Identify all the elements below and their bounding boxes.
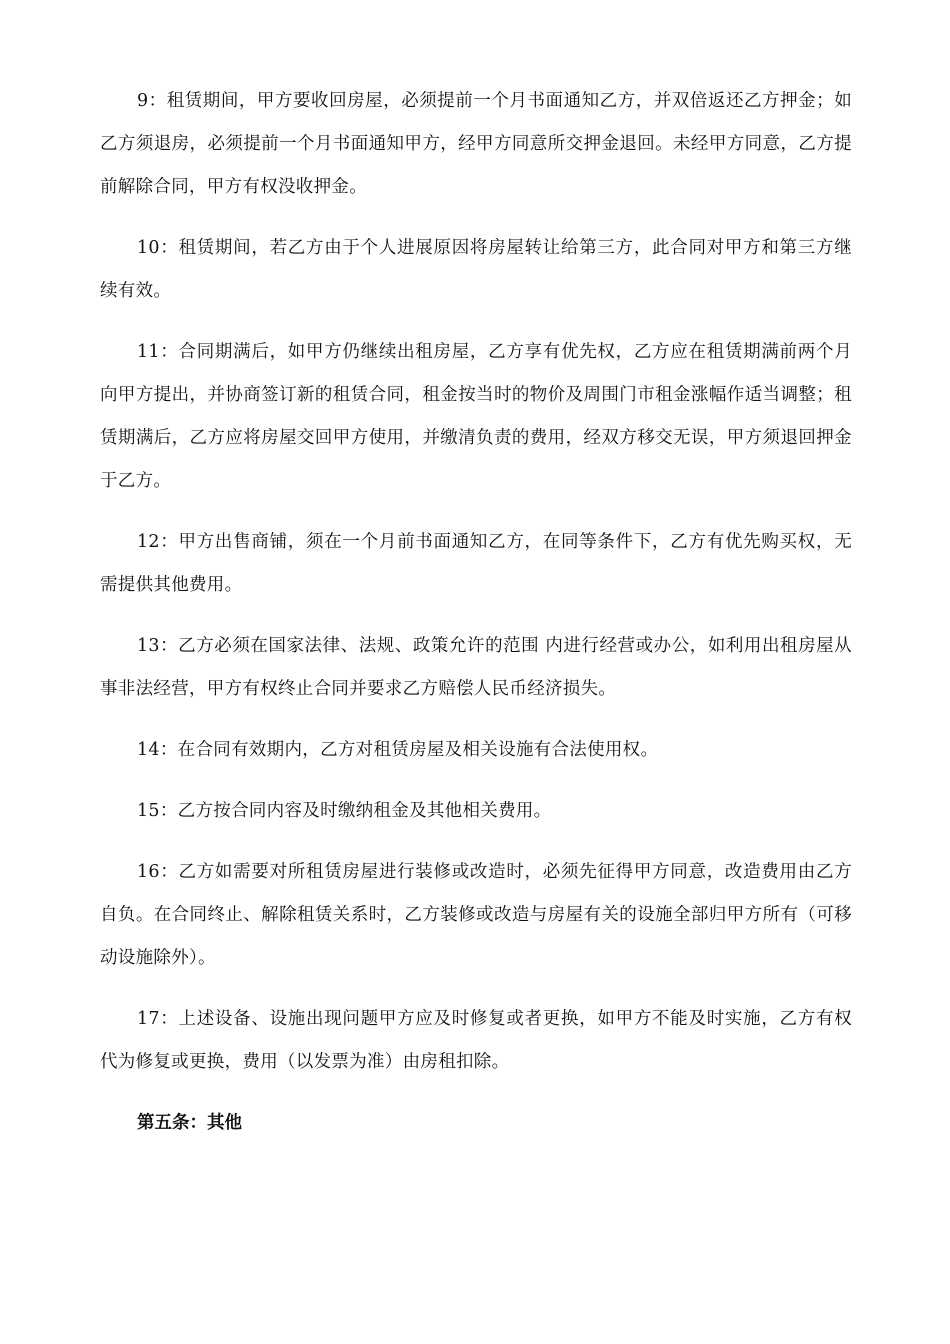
section-heading: 第五条：其他 (137, 1113, 242, 1133)
clause-17: 17：上述设备、设施出现问题甲方应及时修复或者更换，如甲方不能及时实施，乙方有权代为修复或更换，费用（以发票为准）由房租扣除。 (100, 1009, 852, 1072)
clause-15: 15：乙方按合同内容及时缴纳租金及其他相关费用。 (137, 801, 552, 821)
clause-12: 12：甲方出售商铺，须在一个月前书面通知乙方，在同等条件下，乙方有优先购买权，无需提供其他费用。 (100, 532, 852, 595)
document-body (100, 80, 852, 1145)
clause-16: 16：乙方如需要对所租赁房屋进行装修或改造时，必须先征得甲方同意，改造费用由乙方自负。在合同终止、解除租赁关系时，乙方装修或改造与房屋有关的设施全部归甲方所有（可移动设施除外）。 (100, 862, 852, 968)
clause-9: 9：租赁期间，甲方要收回房屋，必须提前一个月书面通知乙方，并双倍返还乙方押金；如乙方须退房，必须提前一个月书面通知甲方，经甲方同意所交押金退回。未经甲方同意，乙方提前解除合同，甲方有权没收押金。 (100, 91, 852, 197)
clause-14: 14：在合同有效期内，乙方对租赁房屋及相关设施有合法使用权。 (137, 740, 659, 760)
clause-13: 13：乙方必须在国家法律、法规、政策允许的范围 内进行经营或办公，如利用出租房屋从事非法经营，甲方有权终止合同并要求乙方赔偿人民币经济损失。 (100, 636, 852, 699)
clause-10: 10：租赁期间，若乙方由于个人进展原因将房屋转让给第三方，此合同对甲方和第三方继续有效。 (100, 238, 852, 301)
clause-11: 11：合同期满后，如甲方仍继续出租房屋，乙方享有优先权，乙方应在租赁期满前两个月向甲方提出，并协商签订新的租赁合同，租金按当时的物价及周围门市租金涨幅作适当调整；租赁期满后，乙方应将房屋交回甲方使用，并缴清负责的费用，经双方移交无误，甲方须退回押金于乙方。 (100, 342, 852, 491)
